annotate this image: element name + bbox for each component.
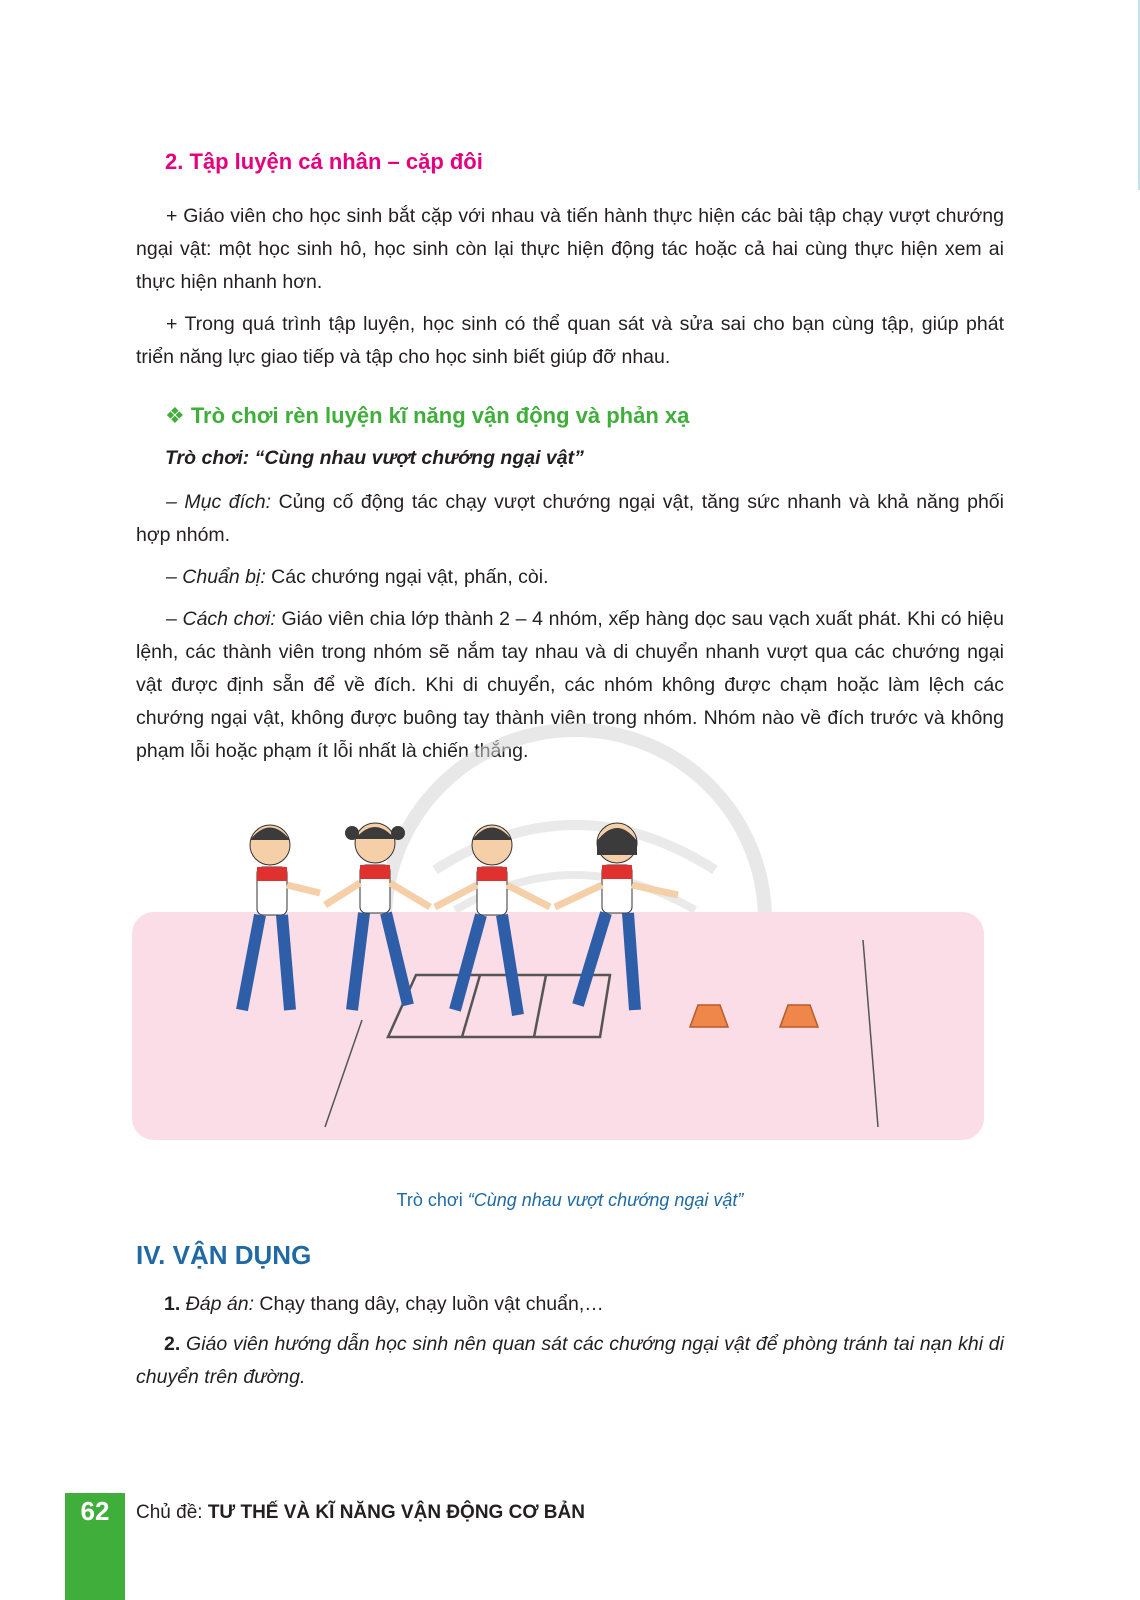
caption-prefix: Trò chơi xyxy=(396,1190,468,1210)
game-illustration xyxy=(130,815,1006,1165)
prep-text: Các chướng ngại vật, phấn, còi. xyxy=(265,566,549,588)
page-number: 62 xyxy=(80,1496,110,1526)
purpose-text: Củng cố động tác chạy vượt chướng ngại vật, tăng sức nhanh và khả năng phối hợp nhóm. xyxy=(136,491,1004,546)
section-2-heading: 2. Tập luyện cá nhân – cặp đôi xyxy=(165,149,483,174)
game-purpose xyxy=(136,486,1004,552)
section-4-heading: IV. VẬN DỤNG xyxy=(136,1240,312,1270)
answer-2-number: 2. xyxy=(164,1333,181,1355)
footer-topic xyxy=(136,1502,585,1524)
footer-topic-prefix: Chủ đề: xyxy=(136,1502,208,1523)
paragraph-peer-correction: + Trong quá trình tập luyện, học sinh có thể quan sát và sửa sai cho bạn cùng tập, giúp phát triển năng lực giao tiếp và tập cho học sinh biết giúp đỡ nhau. xyxy=(136,313,1004,368)
howto-label: – Cách chơi: xyxy=(166,608,276,630)
answer-2-text: Giáo viên hướng dẫn học sinh nên quan sát các chướng ngại vật để phòng tránh tai nạn khi di chuyển trên đường. xyxy=(136,1333,1004,1388)
answer-1-number: 1. xyxy=(164,1293,181,1315)
game-preparation xyxy=(136,561,1004,594)
howto-text: Giáo viên chia lớp thành 2 – 4 nhóm, xếp hàng dọc sau vạch xuất phát. Khi có hiệu lệnh, các thành viên trong nhóm sẽ nắm tay nhau và di chuyển nhanh vượt qua các chướng ngại vật được định sẵn để về đích. Khi di chuyển, các nhóm không được chạm hoặc làm lệch các chướng ngại vật, không được buông tay thành viên trong nhóm. Nhóm nào về đích trước và không phạm lỗi hoặc phạm ít lỗi nhất là chiến thắng. xyxy=(136,608,1004,762)
answer-1-text: Chạy thang dây, chạy luồn vật chuẩn,… xyxy=(253,1293,604,1315)
purpose-label: – Mục đích: xyxy=(166,491,272,513)
section-2-body xyxy=(136,200,1004,374)
game-heading: ❖ Trò chơi rèn luyện kĩ năng vận động và phản xạ xyxy=(165,403,690,428)
caption-title: “Cùng nhau vượt chướng ngại vật” xyxy=(467,1190,744,1210)
answer-2 xyxy=(136,1328,1004,1394)
answer-1 xyxy=(136,1288,1004,1321)
paragraph-pair-practice: + Giáo viên cho học sinh bắt cặp với nhau và tiến hành thực hiện các bài tập chạy vượt chướng ngại vật: một học sinh hô, học sinh còn lại thực hiện động tác hoặc cả hai cùng thực hiện xem ai thực hiện nhanh hơn. xyxy=(136,205,1004,293)
game-title: Trò chơi: “Cùng nhau vượt chướng ngại vật” xyxy=(165,447,584,469)
prep-label: – Chuẩn bị: xyxy=(166,566,266,588)
answer-1-label: Đáp án: xyxy=(180,1293,254,1315)
figure-caption xyxy=(0,1190,1140,1211)
footer-topic-title: TƯ THẾ VÀ KĨ NĂNG VẬN ĐỘNG CƠ BẢN xyxy=(207,1502,585,1523)
